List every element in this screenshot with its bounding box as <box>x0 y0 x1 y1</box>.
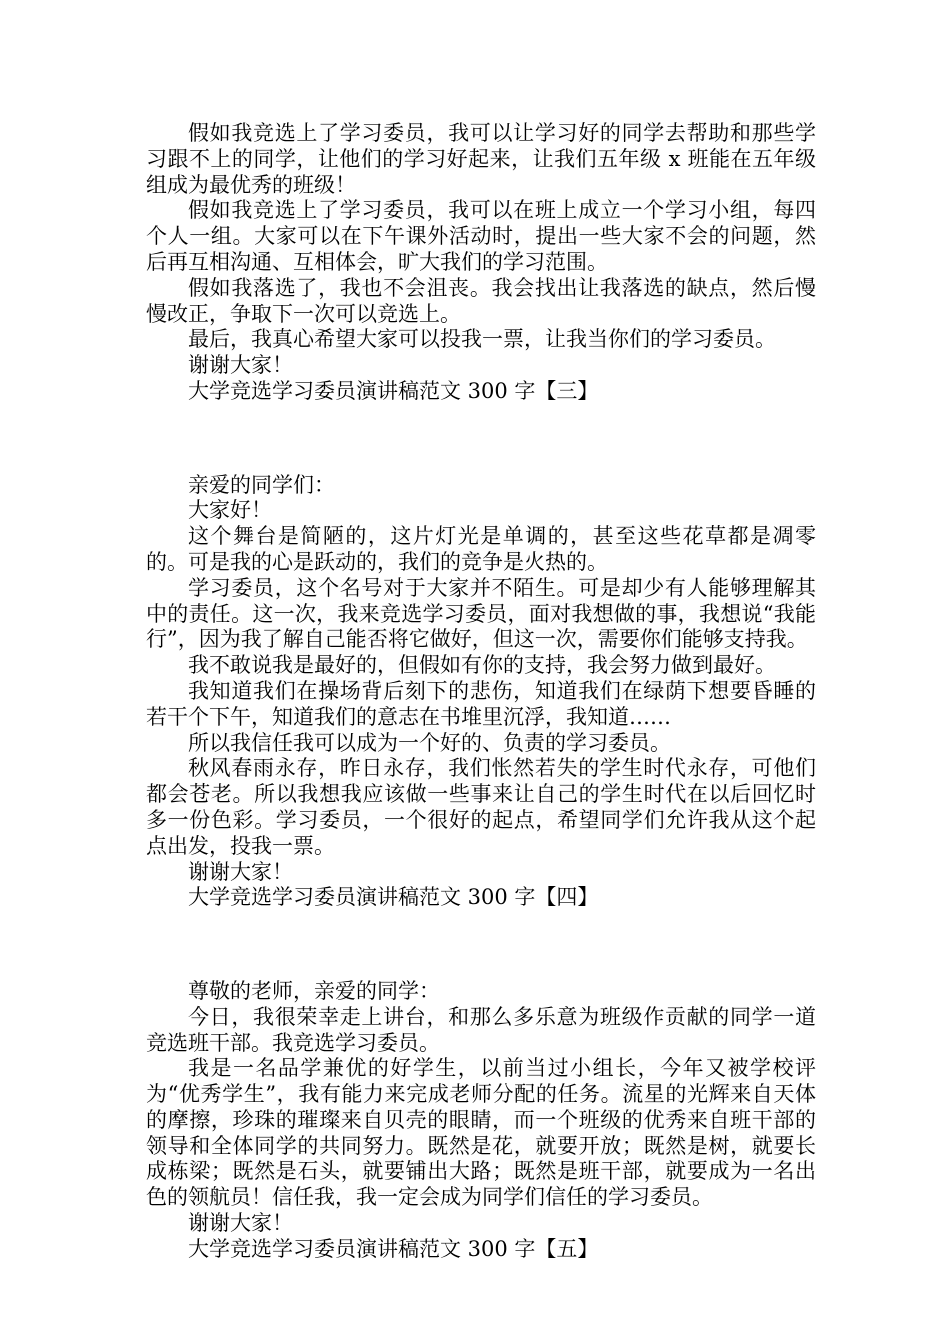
section-heading: 大学竞选学习委员演讲稿范文 300 字【五】 <box>188 1236 599 1261</box>
blank-line <box>146 426 816 452</box>
paragraph: 这个舞台是简陋的，这片灯光是单调的，甚至这些花草都是凋零的。可是我的心是跃动的，我们的竞争是火热的。 <box>146 524 816 574</box>
paragraph: 假如我竞选上了学习委员，我可以在班上成立一个学习小组，每四个人一组。大家可以在下午课外活动时，提出一些大家不会的问题，然后再互相沟通、互相体会，旷大我们的学习范围。 <box>146 198 816 274</box>
paragraph: 今日，我很荣幸走上讲台，和那么多乐意为班级作贡献的同学一道竞选班干部。我竞选学习委员。 <box>146 1004 816 1055</box>
paragraph: 我不敢说我是最好的，但假如有你的支持，我会努力做到最好。 <box>188 653 776 678</box>
paragraph: 谢谢大家！ <box>188 859 293 884</box>
paragraph: 秋风春雨永存，昨日永存，我们怅然若失的学生时代永存，可他们都会苍老。所以我想我应该做一些事来让自己的学生时代在以后回忆时多一份色彩。学习委员，一个很好的起点，希望同学们允许我从这个起点出发，投我一票。 <box>146 756 816 858</box>
paragraph: 谢谢大家！ <box>188 1211 293 1236</box>
document-body <box>146 121 816 1263</box>
section-heading: 大学竞选学习委员演讲稿范文 300 字【四】 <box>188 885 599 910</box>
paragraph: 最后，我真心希望大家可以投我一票，让我当你们的学习委员。 <box>188 327 776 352</box>
paragraph: 假如我竞选上了学习委员，我可以让学习好的同学去帮助和那些学习跟不上的同学，让他们的学习好起来，让我们五年级 x 班能在五年级组成为最优秀的班级！ <box>146 121 816 197</box>
paragraph: 我是一名品学兼优的好学生，以前当过小组长，今年又被学校评为“优秀学生”，我有能力来完成老师分配的任务。流星的光辉来自天体的摩擦，珍珠的璀璨来自贝壳的眼睛，而一个班级的优秀来自班干部的领导和全体同学的共同努力。既然是花，就要开放；既然是树，就要长成栋梁；既然是石头，就要铺出大路；既然是班干部，就要成为一名出色的领航员！信任我，我一定会成为同学们信任的学习委员。 <box>146 1056 816 1210</box>
paragraph: 尊敬的老师，亲爱的同学： <box>188 978 440 1003</box>
section-heading: 大学竞选学习委员演讲稿范文 300 字【三】 <box>188 378 599 403</box>
paragraph: 假如我落选了，我也不会沮丧。我会找出让我落选的缺点，然后慢慢改正，争取下一次可以竞选上。 <box>146 275 816 326</box>
paragraph: 亲爱的同学们： <box>188 472 335 497</box>
paragraph: 大家好！ <box>188 498 272 523</box>
paragraph: 所以我信任我可以成为一个好的、负责的学习委员。 <box>188 730 671 755</box>
paragraph: 我知道我们在操场背后刻下的悲伤，知道我们在绿荫下想要昏睡的若干个下午，知道我们的意志在书堆里沉浮，我知道…… <box>146 678 816 729</box>
blank-line <box>146 932 816 958</box>
paragraph: 学习委员，这个名号对于大家并不陌生。可是却少有人能够理解其中的责任。这一次，我来竞选学习委员，面对我想做的事，我想说“我能行”，因为我了解自己能否将它做好，但这一次，需要你们能够支持我。 <box>146 575 816 652</box>
paragraph: 谢谢大家！ <box>188 353 293 378</box>
